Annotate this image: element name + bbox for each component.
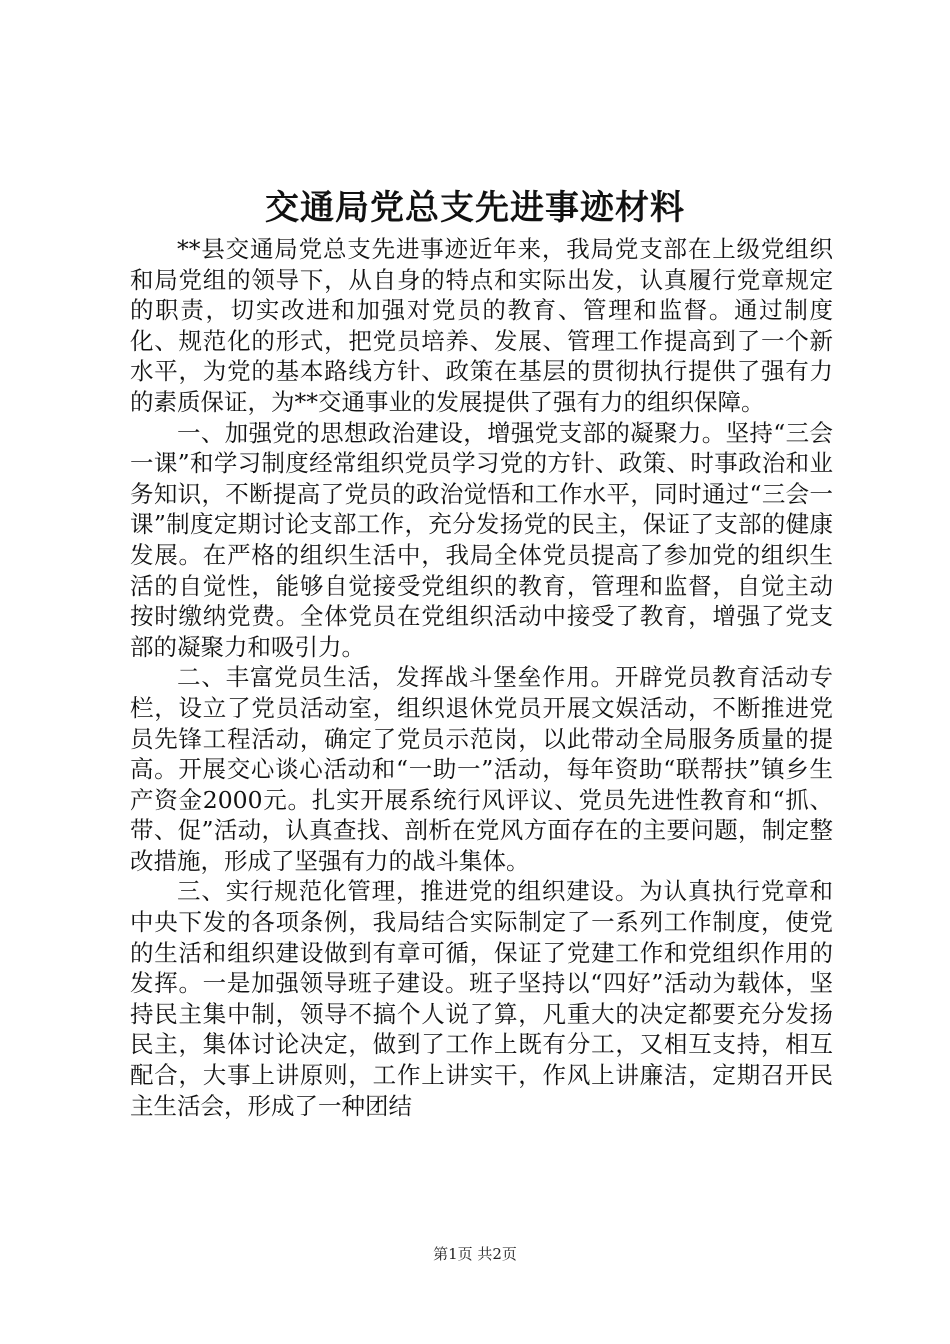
document-body [130, 234, 833, 1121]
paragraph-intro: **县交通局党总支先进事迹近年来，我局党支部在上级党组织和局党组的领导下，从自身的特点和实际出发，认真履行党章规定的职责，切实改进和加强对党员的教育、管理和监督。通过制度化、规范化的形式，把党员培养、发展、管理工作提高到了一个新水平，为党的基本路线方针、政策在基层的贯彻执行提供了强有力的素质保证，为**交通事业的发展提供了强有力的组织保障。 [130, 235, 833, 416]
document-title: 交通局党总支先进事迹材料 [265, 188, 685, 228]
paragraph-section-3: 三、实行规范化管理，推进党的组织建设。为认真执行党章和中央下发的各项条例，我局结合实际制定了一系列工作制度，使党的生活和组织建设做到有章可循，保证了党建工作和党组织作用的发挥。一是加强领导班子建设。班子坚持以“四好”活动为载体，坚持民主集中制，领导不搞个人说了算，凡重大的决定都要充分发扬民主，集体讨论决定，做到了工作上既有分工，又相互支持，相互配合，大事上讲原则，工作上讲实干，作风上讲廉洁，定期召开民主生活会，形成了一种团结 [130, 877, 833, 1120]
page-number-footer: 第1页 共2页 [433, 1245, 517, 1263]
paragraph-section-2: 二、丰富党员生活，发挥战斗堡垒作用。开辟党员教育活动专栏，设立了党员活动室，组织退休党员开展文娱活动，不断推进党员先锋工程活动，确定了党员示范岗，以此带动全局服务质量的提高。开展交心谈心活动和“一助一”活动，每年资助“联帮扶”镇乡生产资金2000元。扎实开展系统行风评议、党员先进性教育和“抓、带、促”活动，认真查找、剖析在党风方面存在的主要问题，制定整改措施，形成了坚强有力的战斗集体。 [130, 663, 833, 875]
paragraph-section-1: 一、加强党的思想政治建设，增强党支部的凝聚力。坚持“三会一课”和学习制度经常组织党员学习党的方针、政策、时事政治和业务知识，不断提高了党员的政治觉悟和工作水平，同时通过“三会一课”制度定期讨论支部工作，充分发扬党的民主，保证了支部的健康发展。在严格的组织生活中，我局全体党员提高了参加党的组织生活的自觉性，能够自觉接受党组织的教育，管理和监督，自觉主动按时缴纳党费。全体党员在党组织活动中接受了教育，增强了党支部的凝聚力和吸引力。 [130, 418, 833, 661]
